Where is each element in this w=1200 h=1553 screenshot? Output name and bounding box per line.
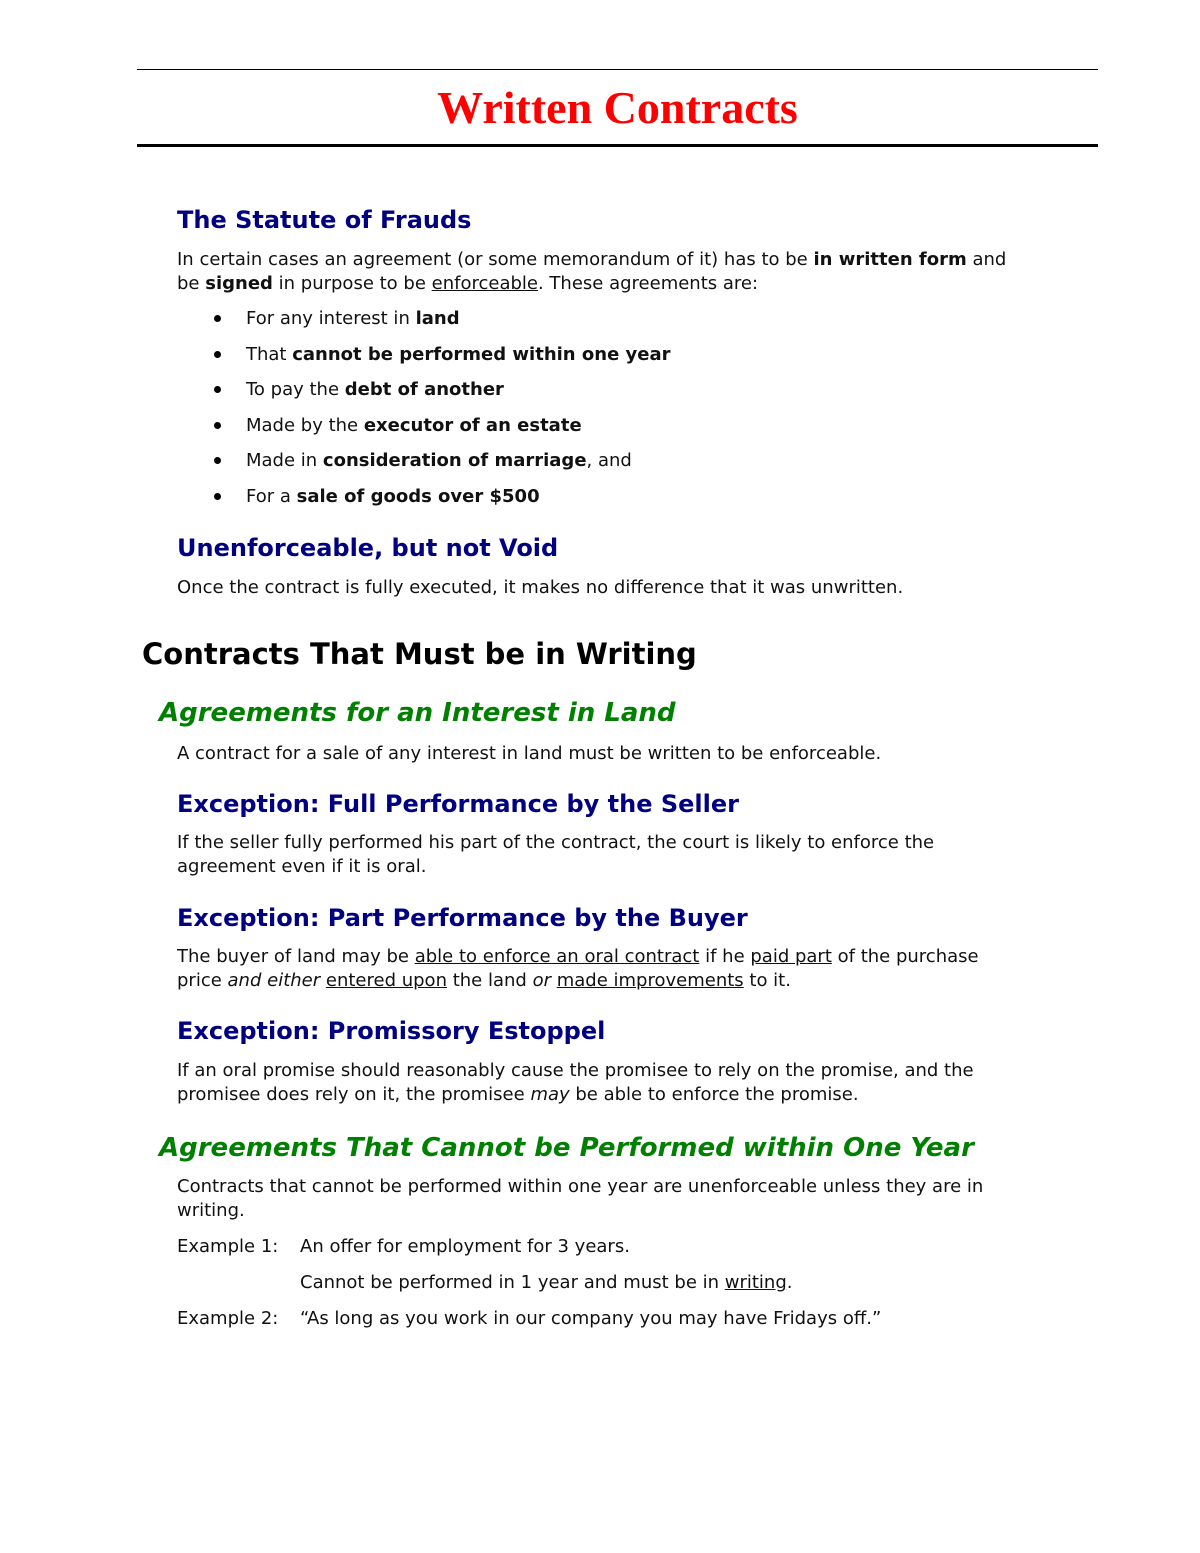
- text-run: to it.: [743, 970, 791, 991]
- text-run-underlined: entered upon: [325, 970, 447, 991]
- bullet-icon: [214, 493, 221, 500]
- example-2-text: “As long as you work in our company you may have Fridays off.”: [300, 1308, 882, 1329]
- text-run: and: [966, 249, 1007, 270]
- text-run-bold: cannot be performed within one year: [292, 343, 671, 365]
- text-run: .: [786, 1272, 793, 1293]
- statute-intro-line1: [177, 248, 1006, 272]
- seller-exception-heading: Exception: Full Performance by the Seller: [177, 790, 739, 818]
- text-run-bold: land: [415, 308, 460, 329]
- unenforceable-heading: Unenforceable, but not Void: [177, 534, 559, 562]
- document-title: Written Contracts: [437, 82, 798, 133]
- text-run-bold: consideration of marriage: [322, 450, 587, 472]
- list-item: [177, 342, 671, 378]
- estoppel-exception-line2: [177, 1083, 859, 1107]
- text-run-underlined: paid part: [750, 946, 832, 967]
- list-item: [177, 306, 671, 342]
- estoppel-exception-line1: If an oral promise should reasonably cause the promisee to rely on the promise, and the: [177, 1060, 974, 1081]
- text-run: For a: [246, 485, 297, 507]
- text-run: be able to enforce the promise.: [569, 1084, 859, 1105]
- top-rule: [137, 69, 1098, 70]
- statute-intro-line2: [177, 272, 758, 296]
- text-run: price: [177, 970, 228, 991]
- text-run: the land: [446, 970, 533, 991]
- buyer-exception-heading: Exception: Part Performance by the Buyer: [177, 904, 748, 932]
- one-year-line2: writing.: [177, 1200, 245, 1221]
- text-run-bold: in written form: [813, 249, 967, 270]
- list-item: [177, 448, 671, 484]
- one-year-heading: Agreements That Cannot be Performed within One Year: [159, 1133, 974, 1163]
- text-run: be: [177, 273, 206, 294]
- text-run-underlined: able to enforce an oral contract: [414, 946, 700, 967]
- bullet-icon: [214, 457, 221, 464]
- example-1-note: [300, 1271, 793, 1295]
- text-run: Cannot be performed in 1 year and must be in: [300, 1272, 725, 1293]
- text-run: In certain cases an agreement (or some memorandum of it) has to be: [177, 249, 814, 270]
- buyer-exception-line1: [177, 945, 979, 969]
- text-run-bold: debt of another: [344, 379, 504, 401]
- text-run: promisee does rely on it, the promisee: [177, 1084, 531, 1105]
- text-run-bold: signed: [205, 273, 273, 294]
- list-item: [177, 413, 671, 449]
- text-run: For any interest in: [246, 308, 416, 329]
- text-run: of the purchase: [831, 946, 979, 967]
- bullet-icon: [214, 315, 221, 322]
- text-run-italic: may: [530, 1084, 570, 1105]
- bullet-icon: [214, 422, 221, 429]
- text-run-italic: and either: [227, 970, 321, 991]
- seller-exception-line1: If the seller fully performed his part of the contract, the court is likely to enforce the: [177, 832, 935, 853]
- list-item: [177, 377, 671, 413]
- example-1-text: An offer for employment for 3 years.: [300, 1236, 630, 1257]
- text-run-bold: executor of an estate: [363, 414, 582, 436]
- example-2-label: Example 2:: [177, 1308, 279, 1329]
- text-run-bold: sale of goods over $500: [296, 485, 540, 507]
- text-run: To pay the: [246, 379, 345, 401]
- list-item: [177, 484, 671, 520]
- one-year-line1: Contracts that cannot be performed within one year are unenforceable unless they are in: [177, 1176, 984, 1197]
- statute-bullet-list: [177, 306, 671, 520]
- buyer-exception-line2: [177, 969, 791, 993]
- text-run: in purpose to be: [272, 273, 432, 294]
- bullet-icon: [214, 351, 221, 358]
- land-heading: Agreements for an Interest in Land: [159, 698, 676, 728]
- text-run: That: [246, 343, 293, 365]
- text-run: Made in: [246, 450, 323, 472]
- must-write-heading: Contracts That Must be in Writing: [142, 637, 697, 671]
- text-run: The buyer of land may be: [177, 946, 415, 967]
- text-run-italic: or: [532, 970, 551, 991]
- unenforceable-text: Once the contract is fully executed, it makes no difference that it was unwritten.: [177, 577, 904, 598]
- seller-exception-line2: agreement even if it is oral.: [177, 856, 427, 877]
- text-run-underlined: enforceable: [431, 273, 538, 294]
- estoppel-exception-heading: Exception: Promissory Estoppel: [177, 1017, 606, 1045]
- statute-heading: The Statute of Frauds: [177, 206, 472, 234]
- text-run-underlined: writing: [724, 1272, 787, 1293]
- bottom-rule: [137, 144, 1098, 147]
- text-run: Made by the: [246, 414, 364, 436]
- text-run: . These agreements are:: [537, 273, 759, 294]
- text-run: if he: [699, 946, 751, 967]
- land-text: A contract for a sale of any interest in land must be written to be enforceable.: [177, 743, 882, 764]
- text-run-underlined: made improvements: [556, 970, 744, 991]
- text-run: , and: [586, 450, 632, 472]
- bullet-icon: [214, 386, 221, 393]
- example-1-label: Example 1:: [177, 1236, 279, 1257]
